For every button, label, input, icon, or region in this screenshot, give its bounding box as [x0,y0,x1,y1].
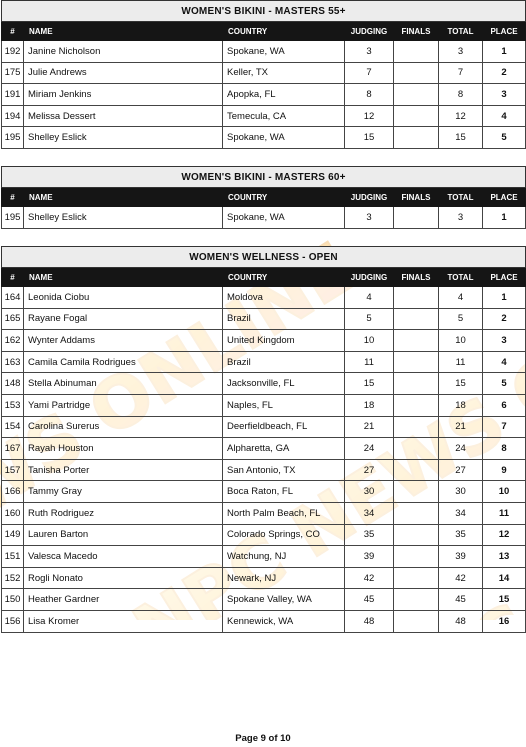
cell-total: 11 [439,351,483,373]
cell-total: 42 [439,567,483,589]
cell-finals [394,308,439,330]
col-total: TOTAL [439,188,483,207]
cell-name: Stella Abinuman [24,373,223,395]
cell-place: 1 [483,41,526,63]
cell-no: 164 [2,287,24,309]
cell-no: 149 [2,524,24,546]
cell-no: 152 [2,567,24,589]
cell-country: United Kingdom [223,330,345,352]
cell-no: 160 [2,502,24,524]
table-row [2,287,526,309]
cell-finals [394,610,439,632]
cell-place: 5 [483,127,526,149]
cell-place: 2 [483,308,526,330]
section-wellness-open [1,246,525,633]
cell-country: Watchung, NJ [223,546,345,568]
cell-place: 2 [483,62,526,84]
cell-total: 35 [439,524,483,546]
cell-country: Brazil [223,351,345,373]
cell-country: Alpharetta, GA [223,438,345,460]
table-row [2,589,526,611]
table-row [2,416,526,438]
cell-total: 45 [439,589,483,611]
cell-finals [394,84,439,106]
cell-name: Camila Camila Rodrigues [24,351,223,373]
col-country: COUNTRY [223,22,345,41]
cell-judging: 45 [345,589,394,611]
cell-place: 4 [483,351,526,373]
cell-finals [394,459,439,481]
cell-no: 166 [2,481,24,503]
col-no: # [2,268,24,287]
cell-place: 16 [483,610,526,632]
col-judging: JUDGING [345,22,394,41]
cell-name: Miriam Jenkins [24,84,223,106]
cell-no: 175 [2,62,24,84]
cell-judging: 3 [345,41,394,63]
cell-place: 3 [483,330,526,352]
cell-name: Carolina Surerus [24,416,223,438]
cell-country: Colorado Springs, CO [223,524,345,546]
cell-finals [394,373,439,395]
cell-country: Apopka, FL [223,84,345,106]
cell-no: 151 [2,546,24,568]
cell-judging: 11 [345,351,394,373]
cell-place: 7 [483,416,526,438]
cell-total: 5 [439,308,483,330]
cell-country: North Palm Beach, FL [223,502,345,524]
cell-no: 167 [2,438,24,460]
section-title: WOMEN'S BIKINI - MASTERS 60+ [2,167,526,188]
cell-total: 39 [439,546,483,568]
results-table [1,0,526,149]
table-row [2,373,526,395]
cell-country: Kennewick, WA [223,610,345,632]
section-masters-55 [1,0,525,149]
section-masters-60 [1,166,525,229]
table-row [2,62,526,84]
cell-no: 150 [2,589,24,611]
cell-total: 7 [439,62,483,84]
cell-finals [394,105,439,127]
col-name: NAME [24,22,223,41]
cell-name: Leonida Ciobu [24,287,223,309]
cell-place: 12 [483,524,526,546]
table-row [2,610,526,632]
cell-name: Julie Andrews [24,62,223,84]
table-row [2,438,526,460]
cell-finals [394,567,439,589]
cell-name: Lauren Barton [24,524,223,546]
col-total: TOTAL [439,268,483,287]
cell-name: Shelley Eslick [24,127,223,149]
column-header-row [2,22,526,41]
table-row [2,105,526,127]
table-row [2,459,526,481]
cell-judging: 39 [345,546,394,568]
cell-country: Boca Raton, FL [223,481,345,503]
cell-total: 34 [439,502,483,524]
cell-place: 4 [483,105,526,127]
cell-judging: 24 [345,438,394,460]
cell-place: 15 [483,589,526,611]
cell-finals [394,287,439,309]
cell-no: 154 [2,416,24,438]
cell-judging: 15 [345,373,394,395]
cell-judging: 12 [345,105,394,127]
table-row [2,330,526,352]
cell-finals [394,330,439,352]
cell-name: Shelley Eslick [24,207,223,229]
cell-name: Yami Partridge [24,394,223,416]
cell-finals [394,41,439,63]
cell-no: 156 [2,610,24,632]
col-no: # [2,188,24,207]
cell-place: 6 [483,394,526,416]
table-row [2,207,526,229]
table-row [2,524,526,546]
col-finals: FINALS [394,268,439,287]
cell-name: Ruth Rodriguez [24,502,223,524]
col-name: NAME [24,188,223,207]
cell-judging: 18 [345,394,394,416]
col-place: PLACE [483,188,526,207]
cell-total: 15 [439,127,483,149]
col-place: PLACE [483,268,526,287]
col-place: PLACE [483,22,526,41]
cell-judging: 34 [345,502,394,524]
cell-name: Melissa Dessert [24,105,223,127]
cell-name: Rayah Houston [24,438,223,460]
cell-name: Tanisha Porter [24,459,223,481]
cell-country: Jacksonville, FL [223,373,345,395]
cell-name: Lisa Kromer [24,610,223,632]
cell-country: Keller, TX [223,62,345,84]
cell-country: Newark, NJ [223,567,345,589]
cell-total: 8 [439,84,483,106]
cell-finals [394,62,439,84]
col-country: COUNTRY [223,268,345,287]
cell-country: Spokane Valley, WA [223,589,345,611]
cell-country: Spokane, WA [223,207,345,229]
cell-place: 5 [483,373,526,395]
cell-judging: 21 [345,416,394,438]
cell-no: 191 [2,84,24,106]
cell-no: 194 [2,105,24,127]
cell-finals [394,438,439,460]
cell-judging: 15 [345,127,394,149]
cell-name: Rogli Nonato [24,567,223,589]
cell-no: 162 [2,330,24,352]
cell-total: 18 [439,394,483,416]
cell-judging: 10 [345,330,394,352]
cell-place: 14 [483,567,526,589]
cell-country: Brazil [223,308,345,330]
cell-country: Naples, FL [223,394,345,416]
table-row [2,567,526,589]
cell-country: Spokane, WA [223,41,345,63]
table-row [2,308,526,330]
table-row [2,127,526,149]
col-judging: JUDGING [345,268,394,287]
cell-place: 9 [483,459,526,481]
results-table [1,166,526,229]
col-judging: JUDGING [345,188,394,207]
table-row [2,394,526,416]
cell-no: 195 [2,127,24,149]
cell-no: 192 [2,41,24,63]
cell-total: 27 [439,459,483,481]
cell-total: 24 [439,438,483,460]
cell-judging: 4 [345,287,394,309]
cell-finals [394,589,439,611]
col-name: NAME [24,268,223,287]
page-footer: Page 9 of 10 [235,733,291,744]
section-title: WOMEN'S WELLNESS - OPEN [2,247,526,268]
cell-finals [394,394,439,416]
table-row [2,41,526,63]
cell-country: Moldova [223,287,345,309]
cell-total: 12 [439,105,483,127]
cell-judging: 48 [345,610,394,632]
cell-place: 10 [483,481,526,503]
cell-country: Temecula, CA [223,105,345,127]
cell-total: 4 [439,287,483,309]
cell-place: 1 [483,287,526,309]
cell-place: 3 [483,84,526,106]
col-country: COUNTRY [223,188,345,207]
cell-name: Heather Gardner [24,589,223,611]
col-finals: FINALS [394,22,439,41]
cell-total: 30 [439,481,483,503]
cell-judging: 35 [345,524,394,546]
cell-total: 3 [439,41,483,63]
cell-total: 48 [439,610,483,632]
cell-no: 195 [2,207,24,229]
column-header-row [2,188,526,207]
cell-place: 8 [483,438,526,460]
cell-total: 15 [439,373,483,395]
cell-judging: 42 [345,567,394,589]
cell-judging: 27 [345,459,394,481]
cell-country: Deerfieldbeach, FL [223,416,345,438]
cell-no: 148 [2,373,24,395]
cell-name: Rayane Fogal [24,308,223,330]
table-row [2,84,526,106]
cell-finals [394,502,439,524]
cell-judging: 8 [345,84,394,106]
cell-finals [394,351,439,373]
cell-finals [394,546,439,568]
cell-judging: 7 [345,62,394,84]
section-title: WOMEN'S BIKINI - MASTERS 55+ [2,1,526,22]
cell-finals [394,481,439,503]
cell-judging: 30 [345,481,394,503]
cell-place: 13 [483,546,526,568]
cell-country: San Antonio, TX [223,459,345,481]
table-row [2,502,526,524]
cell-name: Janine Nicholson [24,41,223,63]
cell-finals [394,207,439,229]
cell-total: 3 [439,207,483,229]
cell-total: 10 [439,330,483,352]
cell-judging: 5 [345,308,394,330]
cell-total: 21 [439,416,483,438]
column-header-row [2,268,526,287]
cell-judging: 3 [345,207,394,229]
cell-country: Spokane, WA [223,127,345,149]
cell-no: 157 [2,459,24,481]
cell-name: Valesca Macedo [24,546,223,568]
col-finals: FINALS [394,188,439,207]
cell-no: 165 [2,308,24,330]
cell-no: 153 [2,394,24,416]
col-no: # [2,22,24,41]
results-table [1,246,526,633]
cell-place: 11 [483,502,526,524]
cell-name: Wynter Addams [24,330,223,352]
cell-finals [394,416,439,438]
cell-no: 163 [2,351,24,373]
col-total: TOTAL [439,22,483,41]
table-row [2,546,526,568]
cell-finals [394,524,439,546]
cell-name: Tammy Gray [24,481,223,503]
table-row [2,351,526,373]
cell-finals [394,127,439,149]
table-row [2,481,526,503]
cell-place: 1 [483,207,526,229]
